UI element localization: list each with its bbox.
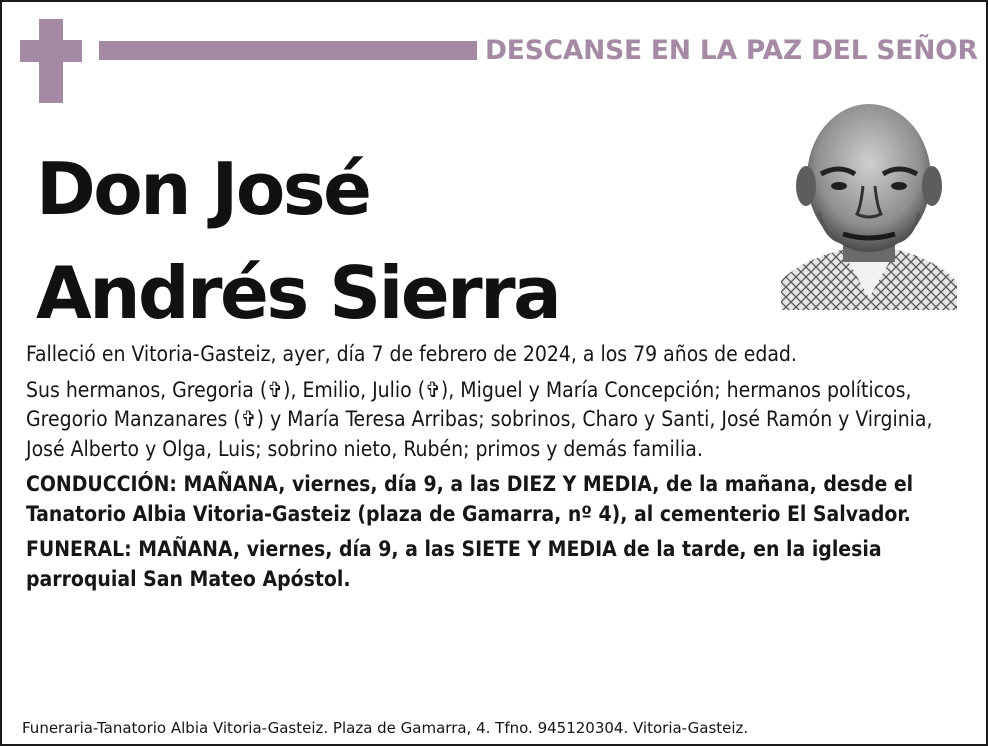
header-title: DESCANSE EN LA PAZ DEL SEÑOR xyxy=(485,35,978,66)
death-notice: Falleció en Vitoria-Gasteiz, ayer, día 7 de febrero de 2024, a los 79 años de edad. xyxy=(26,342,797,366)
portrait-photo xyxy=(781,102,957,310)
cross-horizontal-bar xyxy=(20,40,82,62)
name-line-2: Andrés Sierra xyxy=(36,251,560,335)
obituary-body xyxy=(26,340,961,600)
deceased-name xyxy=(36,137,559,345)
family-list: Sus hermanos, Gregoria (✞), Emilio, Julio (✞), Miguel y María Concepción; hermanos políticos, Gregorio Manzanares (✞) y María Teresa Arribas; sobrinos, Charo y Santi, José Ramón y Virginia, José Alberto y Olga, Luis; sobrino nieto, Rubén; primos y demás familia. xyxy=(26,377,933,461)
funeral-notice: FUNERAL: MAÑANA, viernes, día 9, a las SIETE Y MEDIA de la tarde, en la iglesia parroquial San Mateo Apóstol. xyxy=(26,537,882,591)
portrait-image xyxy=(781,102,957,310)
name-line-1: Don José xyxy=(36,147,370,231)
funeral-home-footer: Funeraria-Tanatorio Albia Vitoria-Gasteiz. Plaza de Gamarra, 4. Tfno. 945120304. Vitoria-Gasteiz. xyxy=(22,719,749,737)
conduccion-notice: CONDUCCIÓN: MAÑANA, viernes, día 9, a las DIEZ Y MEDIA, de la mañana, desde el Tanatorio Albia Vitoria-Gasteiz (plaza de Gamarra, nº 4), al cementerio El Salvador. xyxy=(26,472,914,526)
header-decorative-bar xyxy=(99,41,477,60)
